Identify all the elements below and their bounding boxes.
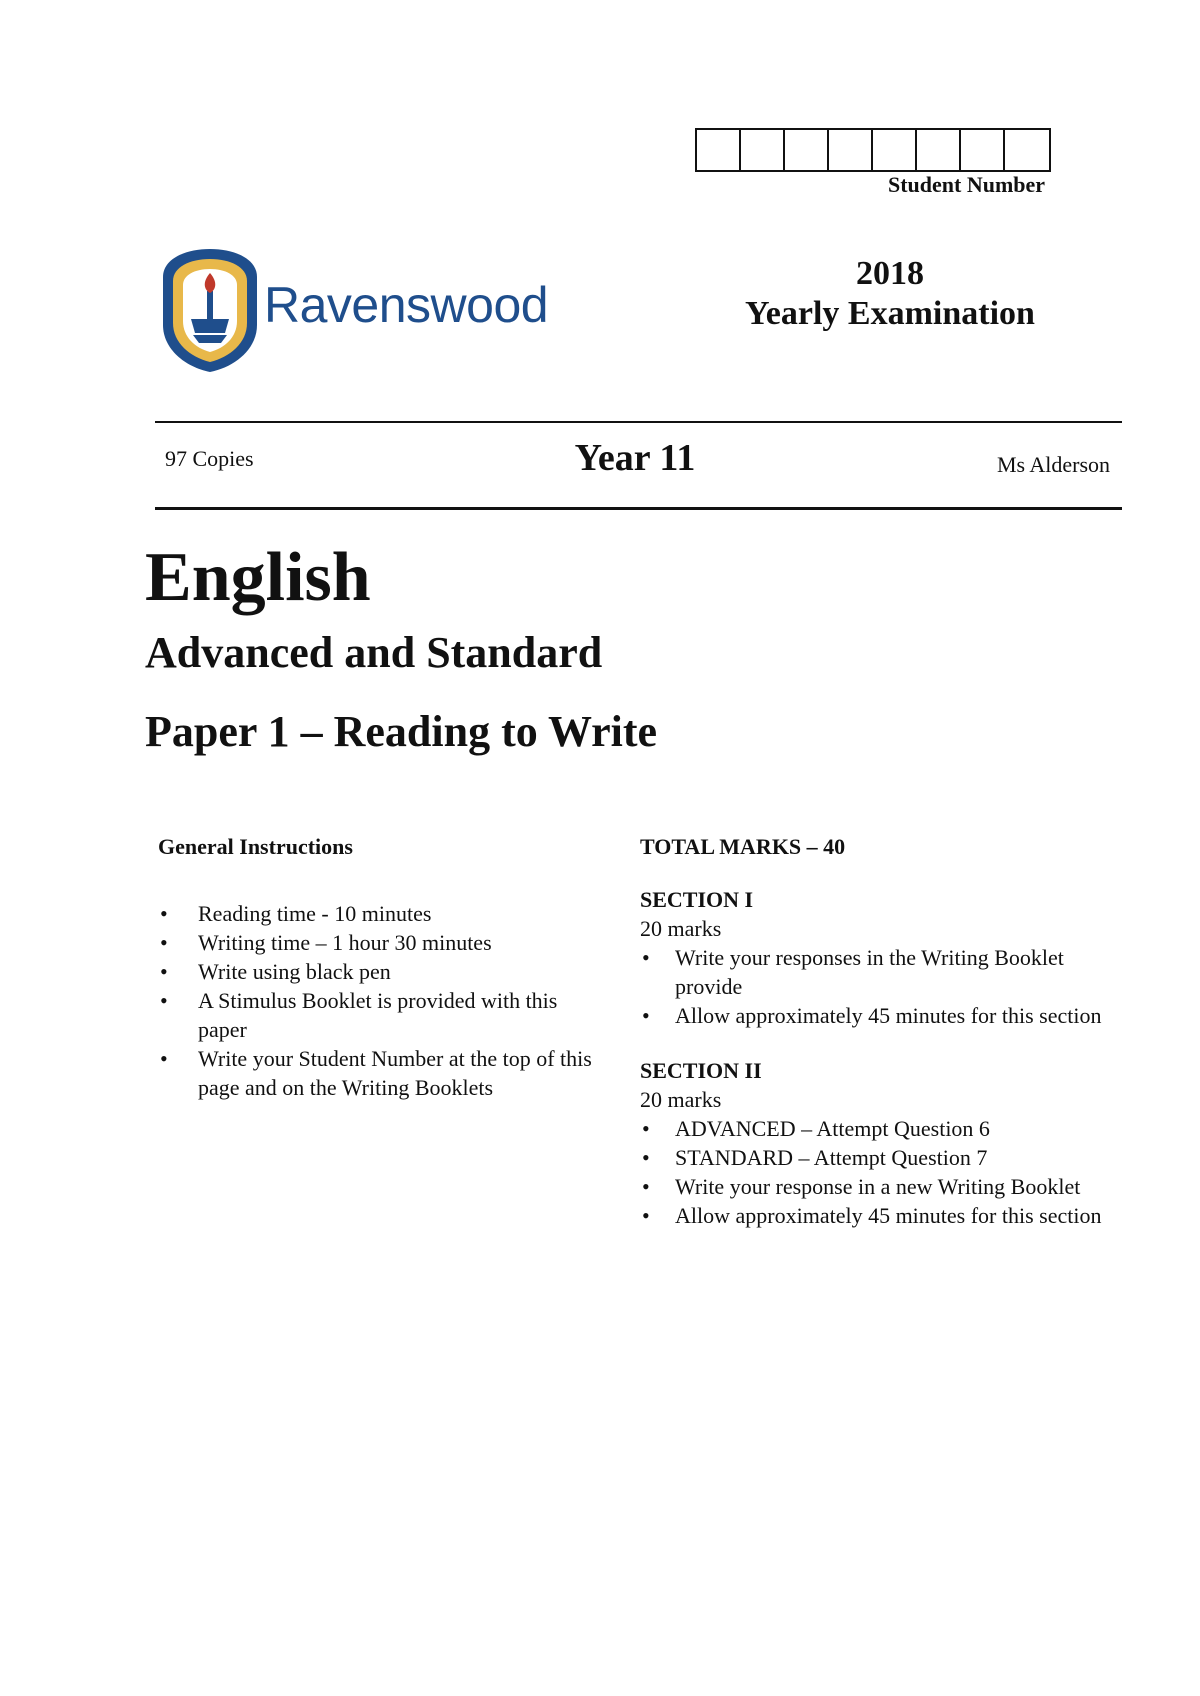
copies-count: 97 Copies bbox=[165, 446, 254, 471]
year-level: Year 11 bbox=[574, 437, 696, 479]
student-number-box[interactable] bbox=[697, 130, 741, 170]
student-number-box[interactable] bbox=[961, 130, 1005, 170]
list-item: • Write your response in a new Writing Booklet bbox=[675, 1172, 1120, 1201]
list-item: • A Stimulus Booklet is provided with this paper bbox=[198, 986, 598, 1044]
section-title: SECTION I bbox=[640, 887, 754, 912]
list-item: • Reading time - 10 minutes bbox=[198, 899, 598, 928]
student-number-box[interactable] bbox=[1005, 130, 1049, 170]
list-item: • Allow approximately 45 minutes for this section bbox=[675, 1201, 1120, 1230]
section-title: SECTION II bbox=[640, 1058, 762, 1083]
instructions-list bbox=[158, 899, 598, 1102]
list-item: • Allow approximately 45 minutes for this section bbox=[675, 1001, 1120, 1030]
exam-name: Yearly Examination bbox=[745, 295, 1035, 332]
student-number-box[interactable] bbox=[873, 130, 917, 170]
list-item: • Write your responses in the Writing Booklet provide bbox=[675, 943, 1120, 1001]
student-number-boxes[interactable] bbox=[695, 128, 1051, 172]
divider bbox=[155, 421, 1122, 423]
instructions-heading: General Instructions bbox=[158, 834, 353, 859]
student-number-box[interactable] bbox=[917, 130, 961, 170]
general-instructions bbox=[158, 832, 598, 1102]
list-item: • Write your Student Number at the top of this page and on the Writing Booklets bbox=[198, 1044, 598, 1102]
exam-year: 2018 bbox=[856, 255, 924, 292]
section-list bbox=[640, 1114, 1120, 1230]
paper-title: Paper 1 – Reading to Write bbox=[145, 707, 658, 756]
list-item: • Write using black pen bbox=[198, 957, 598, 986]
school-name: Ravenswood bbox=[264, 277, 549, 333]
total-marks: TOTAL MARKS – 40 bbox=[640, 834, 846, 859]
list-item: • ADVANCED – Attempt Question 6 bbox=[675, 1114, 1120, 1143]
course-title: Advanced and Standard bbox=[145, 628, 603, 677]
section-marks: 20 marks bbox=[640, 1087, 722, 1112]
marks-summary bbox=[640, 832, 1120, 1230]
student-number-box[interactable] bbox=[785, 130, 829, 170]
teacher-name: Ms Alderson bbox=[996, 452, 1110, 477]
list-item: • STANDARD – Attempt Question 7 bbox=[675, 1143, 1120, 1172]
school-crest-icon bbox=[155, 245, 265, 375]
section-list bbox=[640, 943, 1120, 1030]
student-number-label: Student Number bbox=[888, 172, 1046, 197]
divider bbox=[155, 507, 1122, 510]
student-number-box[interactable] bbox=[829, 130, 873, 170]
student-number-box[interactable] bbox=[741, 130, 785, 170]
list-item: • Writing time – 1 hour 30 minutes bbox=[198, 928, 598, 957]
subject-title: English bbox=[145, 539, 371, 616]
section-marks: 20 marks bbox=[640, 916, 722, 941]
